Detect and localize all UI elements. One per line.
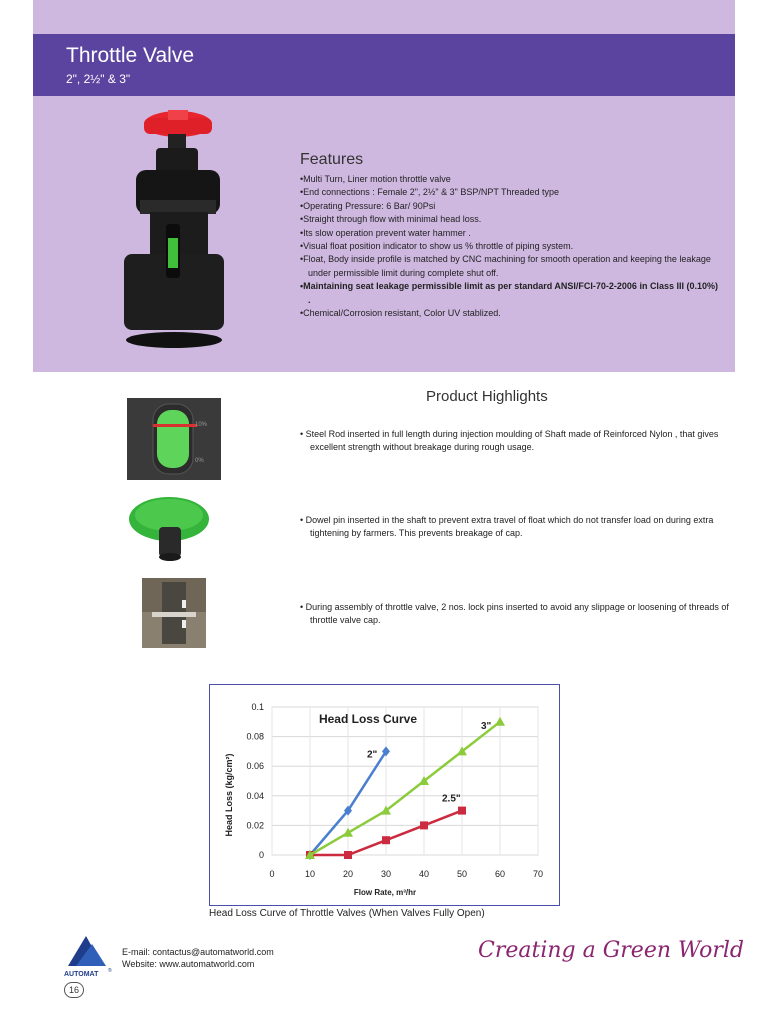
indicator-label: 0% (195, 458, 204, 464)
x-tick-label: 0 (269, 869, 275, 879)
page-title: Throttle Valve (66, 44, 194, 67)
chart-svg (210, 685, 559, 905)
chart-caption: Head Loss Curve of Throttle Valves (When Valves Fully Open) (209, 908, 485, 919)
data-point (343, 828, 353, 837)
chart-title: Head Loss Curve (318, 712, 418, 726)
page-subtitle: 2", 2½" & 3" (66, 72, 131, 86)
data-point (420, 821, 428, 829)
data-point (458, 807, 466, 815)
lock-pins-image (142, 578, 206, 648)
svg-text:®: ® (108, 968, 112, 974)
brand-name: AUTOMAT (64, 971, 99, 978)
tagline: Creating a Green World (478, 938, 745, 963)
automat-logo (62, 932, 116, 980)
x-tick-label: 60 (494, 869, 506, 879)
x-tick-label: 20 (342, 869, 354, 879)
list-item: • Float, Body inside profile is matched by CNC machining for smooth operation and keeping the leakage under permissible limit during complete shut off. (300, 253, 720, 280)
x-tick-label: 10 (304, 869, 316, 879)
highlights-heading: Product Highlights (426, 388, 548, 405)
data-point (344, 851, 352, 859)
list-item: • Chemical/Corrosion resistant, Color UV stablized. (300, 307, 720, 320)
x-tick-label: 70 (532, 869, 544, 879)
y-tick-label: 0.08 (246, 731, 264, 742)
y-tick-label: 0.04 (246, 790, 264, 801)
contact-info (122, 946, 274, 970)
list-item: • End connections : Female 2", 2½" & 3" BSP/NPT Threaded type (300, 186, 720, 199)
list-item: • Maintaining seat leakage permissible limit as per standard ANSI/FCI-70-2-2006 in Class III (0.10%) . (300, 280, 720, 307)
y-axis-label: Head Loss (kg/cm²) (224, 753, 234, 837)
y-tick-label: 0.1 (251, 702, 264, 712)
list-item: • Straight through flow with minimal head loss. (300, 213, 720, 226)
email-text: E-mail: contactus@automatworld.com (122, 947, 274, 957)
page-number: 16 (64, 982, 84, 998)
data-point (495, 717, 505, 726)
y-tick-label: 0.06 (246, 761, 264, 772)
x-tick-label: 50 (456, 869, 468, 879)
list-item: • Operating Pressure: 6 Bar/ 90Psi (300, 200, 720, 213)
series-label: 2.5" (442, 793, 461, 805)
float-indicator-image (127, 398, 221, 480)
series-line (310, 722, 500, 855)
dowel-pin-image (127, 493, 211, 565)
data-point (382, 836, 390, 844)
website-text: Website: www.automatworld.com (122, 959, 255, 969)
x-axis-label: Flow Rate, m³/hr (353, 888, 417, 897)
list-item: • Visual float position indicator to show us % throttle of piping system. (300, 240, 720, 253)
highlight-item: • Steel Rod inserted in full length during injection moulding of Shaft made of Reinforced Nylon , that gives excellent strength without breakage during rough usage. (300, 428, 730, 454)
indicator-label: 10% (195, 422, 208, 428)
y-tick-label: 0 (258, 850, 264, 860)
throttle-valve-image (110, 104, 238, 350)
features-heading: Features (300, 151, 364, 168)
highlight-item: • During assembly of throttle valve, 2 nos. lock pins inserted to avoid any slippage or loosening of threads of throttle valve cap. (300, 601, 730, 627)
x-tick-label: 30 (380, 869, 392, 879)
list-item: • Its slow operation prevent water hammer . (300, 227, 720, 240)
series-label: 3" (481, 721, 492, 733)
head-loss-chart (209, 684, 560, 906)
y-tick-label: 0.02 (246, 820, 264, 831)
x-tick-label: 40 (418, 869, 430, 879)
highlight-item: • Dowel pin inserted in the shaft to prevent extra travel of float which do not transfer load on during extra tightening by farmers. This prevents breakage of cap. (300, 514, 730, 540)
series-label: 2" (367, 749, 378, 761)
list-item: • Multi Turn, Liner motion throttle valve (300, 173, 720, 186)
features-list (300, 173, 720, 320)
